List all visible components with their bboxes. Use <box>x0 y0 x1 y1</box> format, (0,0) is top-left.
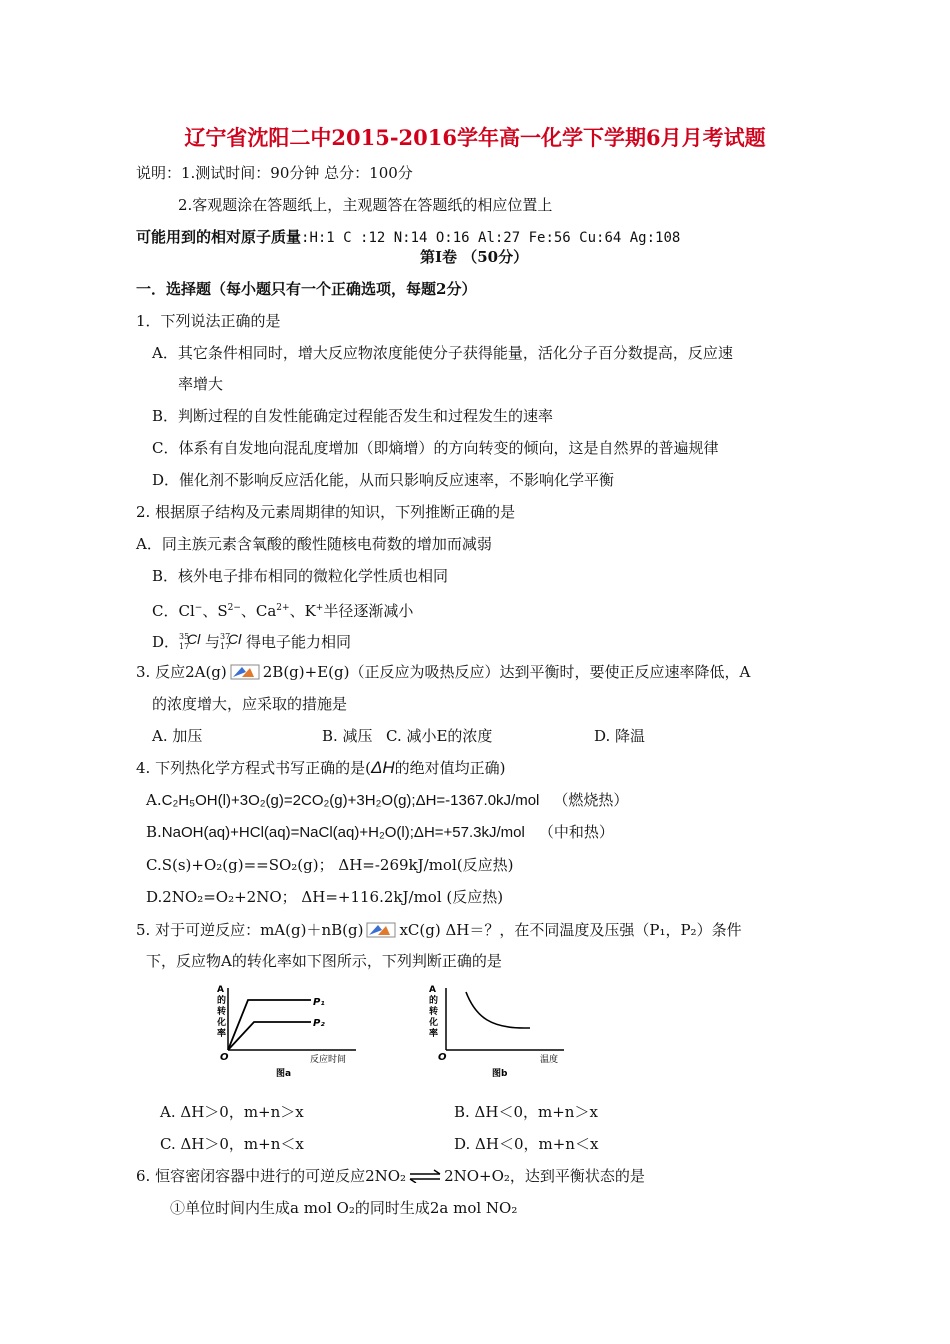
q4-option-a <box>146 790 628 811</box>
q5-stem-cont: 下，反应物A的转化率如下图所示，下列判断正确的是 <box>146 952 502 970</box>
graph-a-p2-label: P₂ <box>313 1018 325 1029</box>
q4-option-d: D.2NO₂=O₂+2NO； ΔH=+116.2kJ/mol (反应热) <box>146 888 504 906</box>
q4a-label: A. <box>146 791 162 809</box>
graph-b-caption: 图b <box>492 1069 508 1079</box>
q1-option-a: A．其它条件相同时，增大反应物浓度能使分子获得能量，活化分子百分数提高，反应速 <box>152 344 733 362</box>
q2c-sup-2: 2− <box>227 603 241 613</box>
q2c-suffix: 半径逐渐减小 <box>323 602 414 620</box>
note-line-2: 2.客观题涂在答题纸上，主观题答在答题纸的相应位置上 <box>178 196 553 214</box>
q4a-note: （燃烧热） <box>553 791 629 809</box>
q3-stem <box>136 662 750 682</box>
q5-stem <box>136 920 742 940</box>
q5-option-a: A. ΔH＞0，m+n＞x <box>160 1103 304 1121</box>
graph-a <box>206 980 376 1080</box>
q5-option-d: D. ΔH＜0，m+n＜x <box>454 1135 599 1153</box>
q4-stem-post: 的绝对值均正确) <box>394 759 506 777</box>
q2-option-c <box>152 598 413 621</box>
q4-stem-pre: 4. 下列热化学方程式书写正确的是( <box>136 759 371 777</box>
q1-option-a-cont: 率增大 <box>178 375 224 393</box>
q3-stem-post: 2B(g)+E(g)（正反应为吸热反应）达到平衡时，要使正反应速率降低，A <box>262 663 751 681</box>
graph-a-ylabel: A 的转化率 <box>217 985 227 1039</box>
q2c-ca: 、Ca <box>240 602 277 620</box>
q2-option-b: B．核外电子排布相同的微粒化学性质也相同 <box>152 567 449 585</box>
q6-stem-post: 2NO+O₂，达到平衡状态的是 <box>444 1167 645 1185</box>
q2c-sup-3: 2+ <box>276 603 290 613</box>
page-title: 辽宁省沈阳二中2015-2016学年高一化学下学期6月月考试题 <box>184 125 766 150</box>
graph-a-origin: O <box>220 1052 229 1063</box>
q4b-equation: NaOH(aq)+HCl(aq)=NaCl(aq)+H₂O(l);ΔH=+57.3kJ/mol <box>161 824 525 841</box>
q3-option-c: C. 减小E的浓度 <box>386 727 493 745</box>
q1-option-c: C．体系有自发地向混乱度增加（即熵增）的方向转变的倾向，这是自然界的普遍规律 <box>152 439 719 457</box>
equilibrium-image-icon <box>230 664 260 680</box>
q4-option-c: C.S(s)+O₂(g)==SO₂(g)； ΔH=-269kJ/mol(反应热) <box>146 856 514 874</box>
q5-option-b: B. ΔH＜0，m+n＞x <box>454 1103 598 1121</box>
q6-stem-pre: 6. 恒容密闭容器中进行的可逆反应2NO₂ <box>136 1167 407 1185</box>
atomic-mass-values: :H:1 C :12 N:14 O:16 Al:27 Fe:56 Cu:64 Ag:108 <box>301 230 681 246</box>
part1-header: 一．选择题（每小题只有一个正确选项，每题2分） <box>136 280 477 298</box>
graph-b-origin: O <box>438 1052 447 1063</box>
graph-a-curve-p2 <box>228 1022 311 1050</box>
atomic-mass-label: 可能用到的相对原子质量 <box>136 228 302 246</box>
graph-b-curve <box>466 992 530 1028</box>
q2c-s: 、S <box>202 602 228 620</box>
q4b-label: B. <box>146 823 162 841</box>
q2d-prefix: D． <box>152 633 180 651</box>
q1-option-d: D．催化剂不影响反应活化能，从而只影响反应速率，不影响化学平衡 <box>152 471 615 489</box>
q2-option-a: A．同主族元素含氧酸的酸性随核电荷数的增加而减弱 <box>136 535 492 553</box>
q4a-equation: C₂H₅OH(l)+3O₂(g)=2CO₂(g)+3H₂O(g);ΔH=-1367.0kJ/mol <box>161 792 540 809</box>
delta-h-symbol: ΔH <box>370 758 395 777</box>
q3-stem-pre: 3. 反应2A(g) <box>136 663 227 681</box>
atomic-mass-line <box>136 227 680 248</box>
q6-item-1: ①单位时间内生成a mol O₂的同时生成2a mol NO₂ <box>170 1199 518 1217</box>
q2d-and: 与 <box>205 633 221 651</box>
q2c-k: 、K <box>289 602 316 620</box>
q2-stem: 2. 根据原子结构及元素周期律的知识，下列推断正确的是 <box>136 503 516 521</box>
q2c-sup-1: − <box>194 603 203 613</box>
q5-option-c: C. ΔH＞0，m+n＜x <box>160 1135 304 1153</box>
q3-option-d: D. 降温 <box>594 727 646 745</box>
q2c-sup-4: + <box>315 603 324 613</box>
graph-b <box>424 980 584 1080</box>
q1-stem: 1．下列说法正确的是 <box>136 312 281 330</box>
q6-stem <box>136 1166 645 1186</box>
q2-option-d <box>152 629 351 652</box>
graph-a-p1-label: P₁ <box>313 997 325 1008</box>
q3-option-b: B. 减压 <box>322 727 373 745</box>
graph-a-caption: 图a <box>276 1069 292 1079</box>
graph-a-xlabel: 反应时间 <box>310 1055 347 1065</box>
q3-stem-cont: 的浓度增大，应采取的措施是 <box>152 695 348 713</box>
graph-b-xlabel: 温度 <box>540 1055 559 1065</box>
q4-option-b <box>146 822 614 843</box>
isotope-cl35: 35 17 Cl <box>179 631 201 651</box>
q4-stem <box>136 758 505 778</box>
graph-a-curve-p1 <box>228 1000 311 1050</box>
q3-option-a: A. 加压 <box>152 727 203 745</box>
note-line-1: 说明：1.测试时间：90分钟 总分：100分 <box>136 164 413 182</box>
equilibrium-image-icon <box>366 922 396 938</box>
q2d-suffix: 得电子能力相同 <box>246 633 352 651</box>
graph-b-ylabel: A 的转化率 <box>429 985 439 1039</box>
isotope-cl37: 37 17 Cl <box>220 631 242 651</box>
q2c-prefix: C．Cl <box>152 602 195 620</box>
q5-stem-post: xC(g) ΔH＝？，在不同温度及压强（P₁，P₂）条件 <box>399 921 742 939</box>
q1-option-b: B．判断过程的自发性能确定过程能否发生和过程发生的速率 <box>152 407 554 425</box>
section-header: 第Ⅰ卷 （50分） <box>420 248 529 266</box>
q5-stem-pre: 5. 对于可逆反应：mA(g)＋nB(g) <box>136 921 364 939</box>
q4b-note: （中和热） <box>538 823 614 841</box>
reversible-arrow-icon <box>408 1169 442 1183</box>
